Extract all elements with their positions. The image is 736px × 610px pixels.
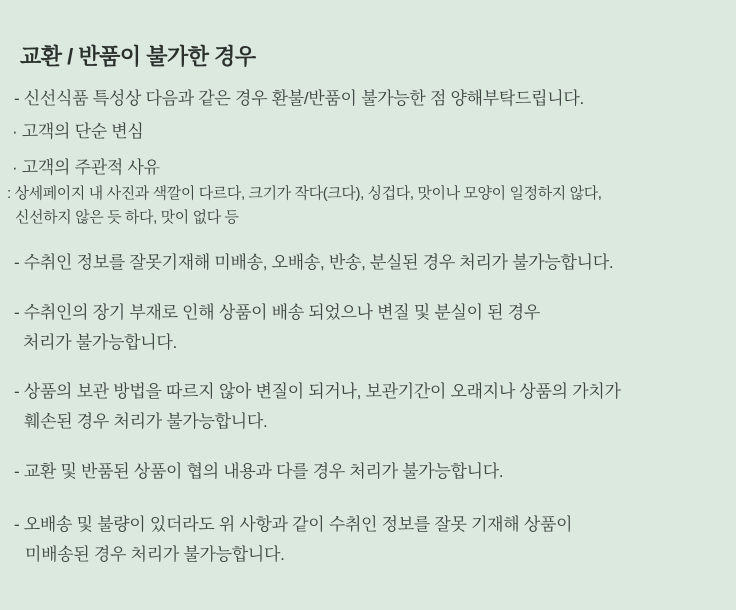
policy-rule-line: - 교환 및 반품된 상품이 협의 내용과 다를 경우 처리가 불가능합니다. xyxy=(14,462,504,481)
policy-rule-line: 미배송된 경우 처리가 불가능합니다. xyxy=(25,545,285,564)
policy-rule-line: - 상품의 보관 방법을 따르지 않아 변질이 되거나, 보관기간이 오래지나 상품의 가치가 xyxy=(14,382,621,401)
policy-rule-line: 훼손된 경우 처리가 불가능합니다. xyxy=(24,412,268,431)
intro-note: - 신선식품 특성상 다음과 같은 경우 환불/반품이 불가능한 점 양해부탁드립니다. xyxy=(14,89,584,108)
reason-item-simple-change-of-mind: · 고객의 단순 변심 xyxy=(12,122,144,141)
policy-rule-line: - 오배송 및 불량이 있더라도 위 사항과 같이 수취인 정보를 잘못 기재해 상품이 xyxy=(14,515,573,534)
reason-example-line: 신선하지 않은 듯 하다, 맛이 없다 등 xyxy=(15,209,239,226)
policy-rule-line: - 수취인 정보를 잘못기재해 미배송, 오배송, 반송, 분실된 경우 처리가 불가능합니다. xyxy=(14,253,614,272)
reason-item-subjective-reason: · 고객의 주관적 사유 xyxy=(12,158,160,177)
reason-example-line: : 상세페이지 내 사진과 색깔이 다르다, 크기가 작다(크다), 싱겁다, 맛이나 모양이 일정하지 않다, xyxy=(7,185,602,202)
notice-title: 교환 / 반품이 불가한 경우 xyxy=(20,44,256,70)
policy-rule-line: 처리가 불가능합니다. xyxy=(23,333,177,352)
policy-rule-line: - 수취인의 장기 부재로 인해 상품이 배송 되었으나 변질 및 분실이 된 경우 xyxy=(14,303,540,322)
